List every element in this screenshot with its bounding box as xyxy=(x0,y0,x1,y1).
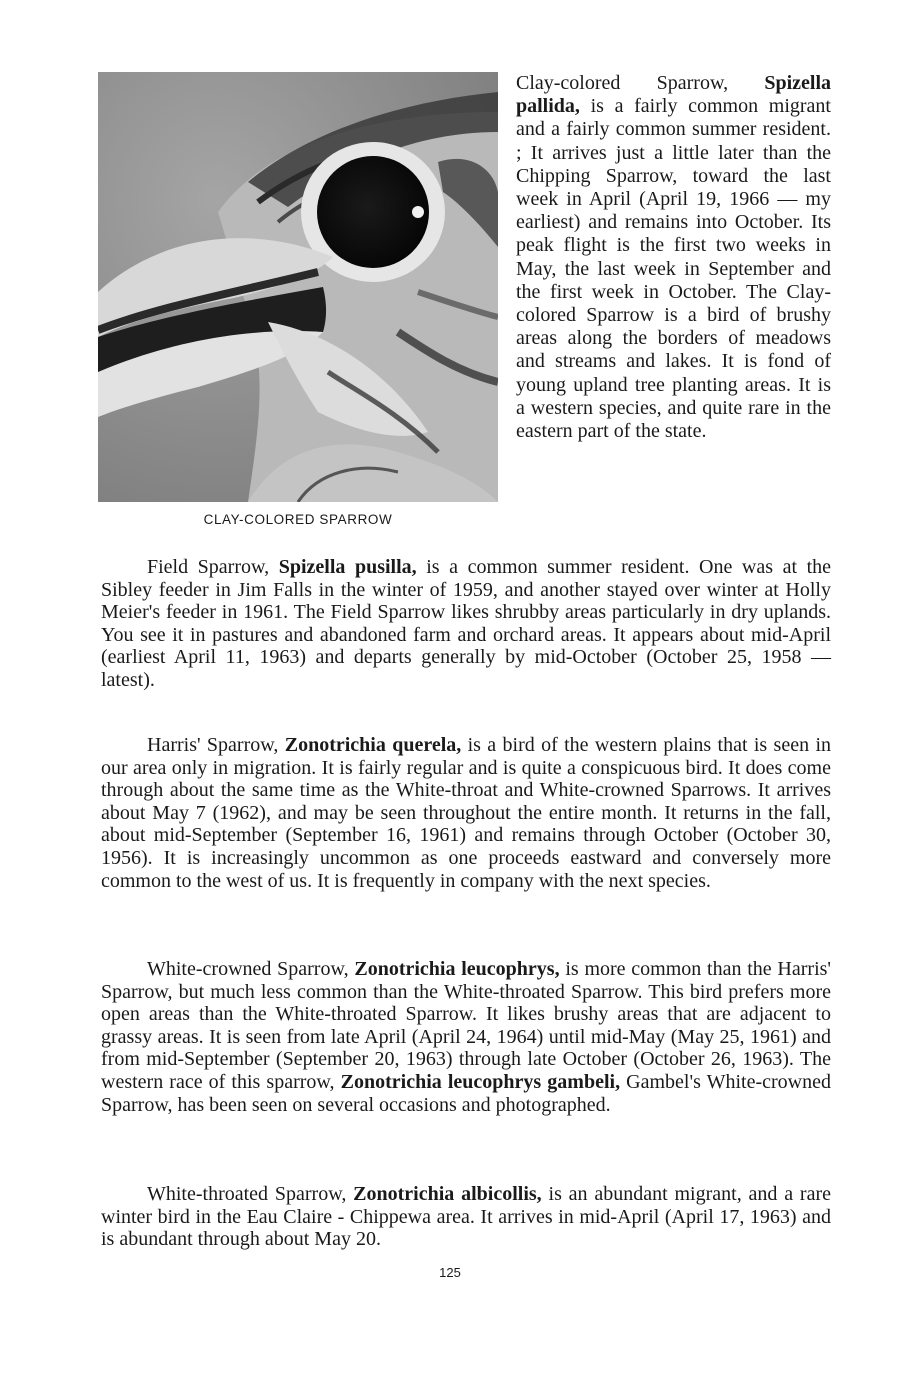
scientific-name: Zonotrichia leucophrys, xyxy=(354,958,560,980)
common-name: White-crowned Sparrow, xyxy=(147,958,355,980)
paragraph-white-crowned-sparrow xyxy=(101,958,831,1116)
common-name: White-throated Sparrow, xyxy=(147,1183,354,1205)
paragraph-body: is more common than the Harris' Sparrow, but much less common than the White-throated Sparrow. This bird prefers more open areas than the White-throated Sparrow. It likes brushy areas that are adjacent to grassy areas. It is seen from late April (April 24, 1964) until mid-May (May 25, 1961) and from mid-September (September 20, 1963) through late October (October 26, 1963). The western race of this sparrow, xyxy=(101,958,832,1093)
sparrow-head-image xyxy=(98,72,498,502)
page-number: 125 xyxy=(439,1265,461,1280)
scientific-name: Zonotrichia albicollis, xyxy=(353,1183,542,1205)
paragraph-harris-sparrow xyxy=(101,734,831,892)
paragraph-body: is a common summer resident. One was at the Sibley feeder in Jim Falls in the winter of 1959, and another stayed over winter at Holly Meier's feeder in 1961. The Field Sparrow likes shrubby areas particularly in dry uplands. You see it in pastures and abandoned farm and orchard areas. It appears about mid-April (earliest April 11, 1963) and departs generally by mid-October (October 25, 1958 — latest). xyxy=(101,556,831,691)
paragraph-white-throated-sparrow xyxy=(101,1183,831,1251)
paragraph-body: is a bird of the western plains that is seen in our area only in migration. It is fairly regular and is quite a conspicuous bird. It does come through about the same time as the White-throat and White-crowned Sparrows. It arrives about May 7 (1962), and may be seen throughout the entire month. It returns in the fall, about mid-September (September 16, 1961) and remains through October (October 30, 1956). It is increasingly uncommon as one proceeds eastward and conversely more common to the west of us. It is frequently in company with the next species. xyxy=(101,734,831,892)
paragraph-clay-colored-sparrow xyxy=(516,72,831,443)
sparrow-photo xyxy=(98,72,498,502)
common-name: Harris' Sparrow, xyxy=(147,734,285,756)
paragraph-field-sparrow xyxy=(101,556,831,692)
scientific-name-subspecies: Zonotrichia leucophrys gambeli, xyxy=(340,1070,621,1093)
paragraph-body: is an abundant migrant, and a rare winter bird in the Eau Claire - Chippewa area. It arrives in mid-April (April 17, 1963) and is abundant through about May 20. xyxy=(101,1183,832,1251)
paragraph-body: is a fairly common migrant and a fairly common summer resident. ; It arrives just a little later than the Chipping Sparrow, toward the last week in April (April 19, 1966 — my earliest) and remains into October. Its peak flight is the first two weeks in May, the last week in September and the first week in October. The Clay-colored Sparrow is a bird of brushy areas along the borders of meadows and streams and lakes. It is fond of young upland tree planting areas. It is a western species, and quite rare in the eastern part of the state. xyxy=(516,95,831,443)
paragraph-body-continued: Gambel's White-crowned Sparrow, has been seen on several occasions and photographed. xyxy=(101,1070,831,1116)
photo-caption: CLAY-COLORED SPARROW xyxy=(203,512,393,527)
scientific-name: Spizella pallida, xyxy=(516,72,831,118)
scientific-name: Zonotrichia querela, xyxy=(284,734,462,756)
scientific-name: Spizella pusilla, xyxy=(278,556,417,578)
common-name: Clay-colored Sparrow, xyxy=(516,72,765,94)
common-name: Field Sparrow, xyxy=(147,556,279,578)
